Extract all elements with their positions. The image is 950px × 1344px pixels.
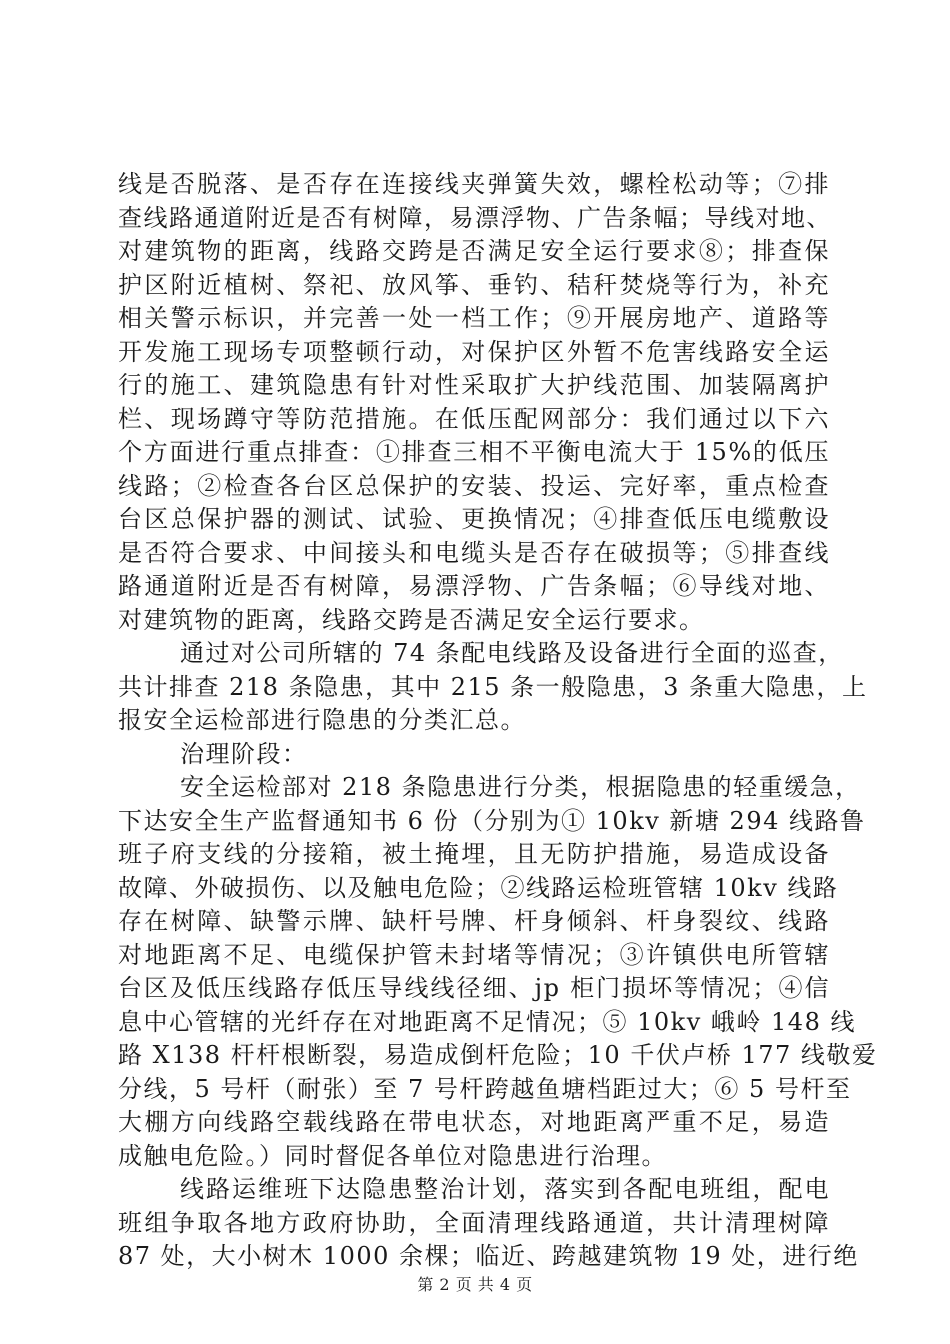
paragraph-first-line: 通过对公司所辖的 74 条配电线路及设备进行全面的巡查， — [180, 639, 844, 667]
text-line: 开发施工现场专项整顿行动，对保护区外暂不危害线路安全运 — [118, 337, 830, 366]
text-line: 相关警示标识，并完善一处一档工作；⑨开展房地产、道路等 — [118, 304, 830, 332]
text-line: 班子府支线的分接箱，被土掩埋，且无防护措施，易造成设备 — [118, 840, 830, 868]
text-line: 共计排查 218 条隐患，其中 215 条一般隐患，3 条重大隐患，上 — [118, 672, 868, 701]
page-number-footer: 第 2 页 共 4 页 — [417, 1275, 533, 1294]
text-line: 报安全运检部进行隐患的分类汇总。 — [118, 706, 526, 734]
text-line: 个方面进行重点排查：①排查三相不平衡电流大于 15%的低压 — [118, 438, 830, 466]
text-line: 线路；②检查各台区总保护的安装、投运、完好率，重点检查 — [118, 471, 830, 500]
text-line: 查线路通道附近是否有树障，易漂浮物、广告条幅；导线对地、 — [118, 203, 832, 232]
text-line: 大棚方向线路空载线路在带电状态，对地距离严重不足，易造 — [118, 1108, 830, 1136]
text-line: 对建筑物的距离，线路交跨是否满足安全运行要求⑧；排查保 — [118, 237, 830, 265]
text-line: 栏、现场蹲守等防范措施。在低压配网部分：我们通过以下六 — [118, 404, 830, 433]
text-line: 台区及低压线路存低压导线线径细、jp 柜门损坏等情况；④信 — [118, 974, 830, 1002]
text-line: 班组争取各地方政府协助，全面清理线路通道，共计清理树障 — [118, 1208, 830, 1237]
text-line: 护区附近植树、祭祀、放风筝、垂钓、秸秆焚烧等行为，补充 — [118, 270, 830, 299]
text-line: 故障、外破损伤、以及触电危险；②线路运检班管辖 10kv 线路 — [118, 873, 839, 902]
text-line: 87 处，大小树木 1000 余棵；临近、跨越建筑物 19 处，进行绝 — [118, 1242, 859, 1270]
text-line: 下达安全生产监督通知书 6 份（分别为① 10kv 新塘 294 线路鲁 — [118, 806, 866, 835]
text-line: 是否符合要求、中间接头和电缆头是否存在破损等；⑤排查线 — [118, 538, 830, 567]
text-line: 对地距离不足、电缆保护管未封堵等情况；③许镇供电所管辖 — [118, 940, 830, 969]
text-line: 路通道附近是否有树障，易漂浮物、广告条幅；⑥导线对地、 — [118, 572, 830, 600]
paragraph-first-line: 线路运维班下达隐患整治计划，落实到各配电班组，配电 — [180, 1175, 830, 1203]
text-line: 分线，5 号杆（耐张）至 7 号杆跨越鱼塘档距过大；⑥ 5 号杆至 — [118, 1074, 852, 1103]
text-line: 息中心管辖的光纤存在对地距离不足情况；⑤ 10kv 峨岭 148 线 — [118, 1007, 856, 1036]
text-line: 存在树障、缺警示牌、缺杆号牌、杆身倾斜、杆身裂纹、线路 — [118, 907, 830, 935]
text-line: 线是否脱落、是否存在连接线夹弹簧失效，螺栓松动等；⑦排 — [118, 170, 830, 198]
text-line: 路 X138 杆杆根断裂，易造成倒杆危险；10 千伏卢桥 177 线敬爱 — [118, 1041, 878, 1069]
paragraph-first-line: 治理阶段： — [180, 739, 308, 768]
text-line: 成触电危险。）同时督促各单位对隐患进行治理。 — [118, 1141, 667, 1170]
text-line: 台区总保护器的测试、试验、更换情况；④排查低压电缆敷设 — [118, 505, 830, 533]
document-body — [118, 168, 878, 1274]
paragraph-first-line: 安全运检部对 218 条隐患进行分类，根据隐患的轻重缓急， — [180, 773, 861, 801]
text-line: 行的施工、建筑隐患有针对性采取扩大护线范围、加装隔离护 — [118, 371, 830, 399]
text-line: 对建筑物的距离，线路交跨是否满足安全运行要求。 — [118, 605, 705, 634]
